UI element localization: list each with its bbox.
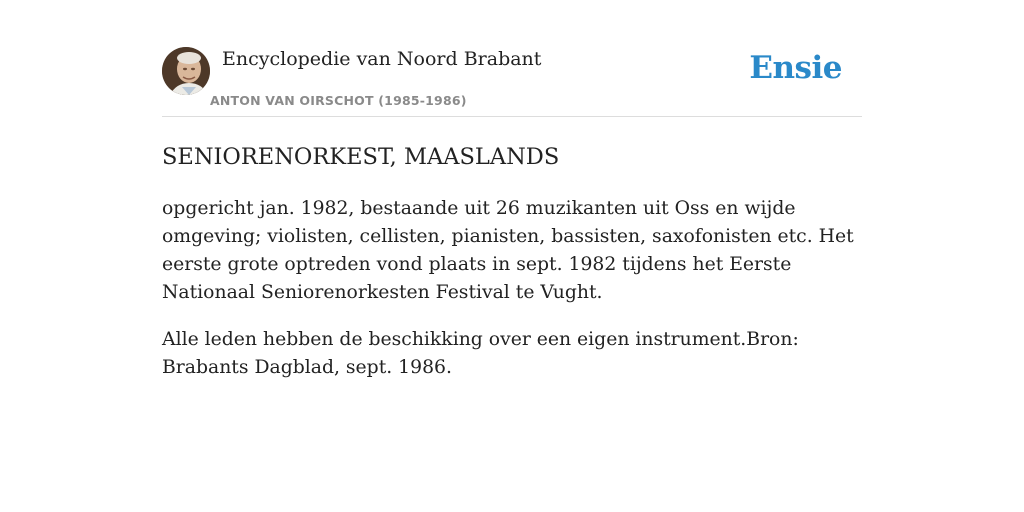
author-portrait-image — [162, 47, 210, 95]
entry-title: SENIORENORKEST, MAASLANDS — [162, 144, 560, 170]
entry-card — [162, 46, 862, 382]
ensie-logo[interactable]: Ensie — [749, 50, 842, 86]
entry-paragraph: Alle leden hebben de beschikking over een eigen instrument.Bron: Brabants Dagblad, sept. 1986. — [162, 329, 799, 378]
author-name[interactable]: ANTON VAN OIRSCHOT (1985-1986) — [210, 93, 467, 108]
site-name[interactable]: Encyclopedie van Noord Brabant — [222, 48, 542, 70]
entry-header — [162, 46, 862, 117]
entry-paragraph: opgericht jan. 1982, bestaande uit 26 muzikanten uit Oss en wijde omgeving; violisten, cellisten, pianisten, bassisten, saxofonisten etc. Het eerste grote optreden vond plaats in sept. 1982 tijdens het Eerste Nationaal Seniorenorkesten Festival te Vught. — [162, 198, 854, 303]
author-avatar[interactable] — [162, 47, 210, 95]
